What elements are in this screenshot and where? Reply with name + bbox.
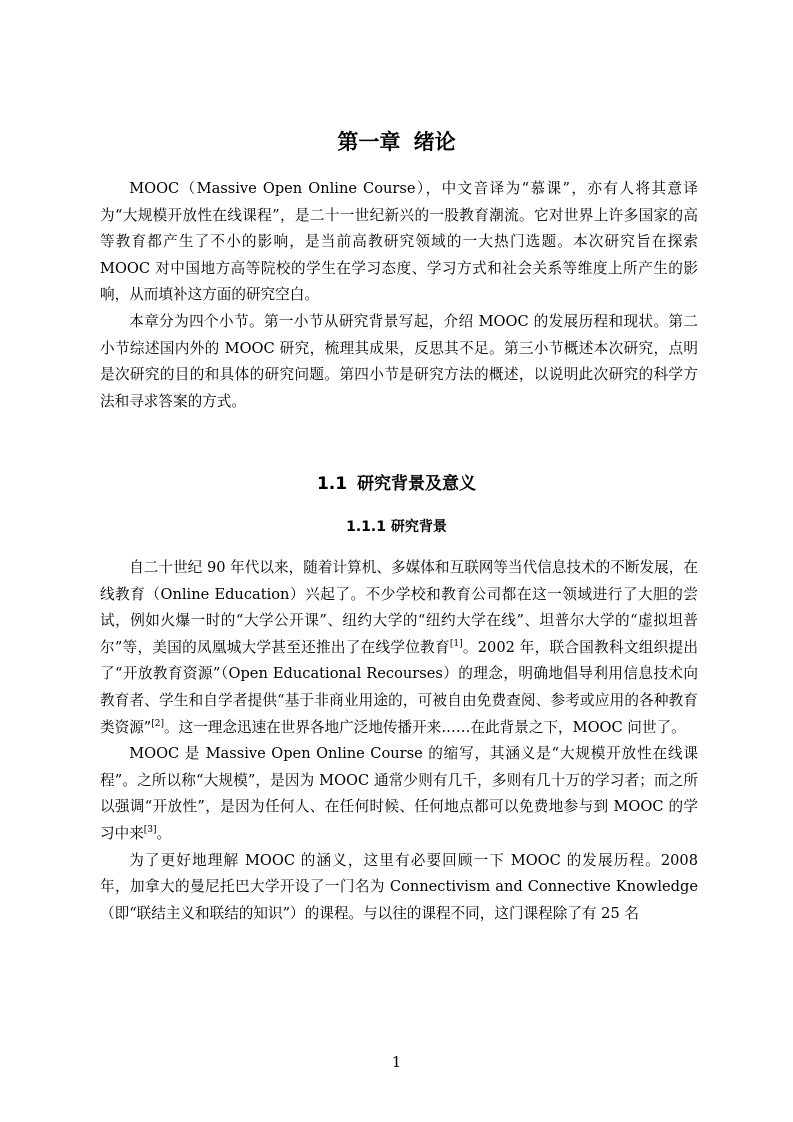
citation-ref-1: [1]: [449, 638, 463, 649]
body-paragraph-1-part-c: 。这一理念迅速在世界各地广泛地传播开来……在此背景之下，MOOC 问世了。: [164, 718, 686, 736]
subsection-heading: 1.1.1 研究背景: [346, 519, 447, 535]
body-paragraph-1-part-b: 。2002 年，联合国教科文组织提出了“开放教育资源”（Open Educational Recourses）的理念，明确地倡导利用信息技术向教育者、学生和自学者提供“基于非商业用途的，可被自由免费查阅、参考或应用的各种教育类资源”: [100, 638, 699, 736]
body-text: [100, 555, 698, 927]
body-paragraph-3: 为了更好地理解 MOOC 的涵义，这里有必要回顾一下 MOOC 的发展历程。2008 年，加拿大的曼尼托巴大学开设了一门名为 Connectivism and Connective Knowledge（即“联结主义和联结的知识”）的课程。与以往的课程不同，这门课程除了有 25 名: [100, 851, 698, 922]
section-title-text: 研究背景及意义: [357, 474, 477, 494]
section-heading: [0, 471, 793, 497]
citation-ref-2: [2]: [151, 718, 164, 729]
intro-paragraph-1: MOOC（Massive Open Online Course），中文音译为“慕课”，亦有人将其意译为“大规模开放性在线课程”，是二十一世纪新兴的一股教育潮流。它对世界上许多国家的高等教育都产生了不小的影响，是当前高教研究领域的一大热门选题。本次研究旨在探索 MOOC 对中国地方高等院校的学生在学习态度、学习方式和社会关系等维度上所产生的影响，从而填补这方面的研究空白。: [100, 180, 698, 304]
citation-ref-3: [3]: [143, 825, 157, 836]
page-number: 1: [391, 1053, 402, 1071]
body-paragraph-1-part-a: 自二十世纪 90 年代以来，随着计算机、多媒体和互联网等当代信息技术的不断发展，在线教育（Online Education）兴起了。不少学校和教育公司都在这一领域进行了大胆的尝试，例如火爆一时的“大学公开课”、纽约大学的“纽约大学在线”、坦普尔大学的“虚拟坦普尔”等，美国的凤凰城大学甚至还推出了在线学位教育: [100, 559, 698, 656]
body-paragraph-2-part-a: MOOC 是 Massive Open Online Course 的缩写，其涵义是“大规模开放性在线课程”。之所以称“大规模”，是因为 MOOC 通常少则有几千，多则有几十万的学习者；而之所以强调“开放性”，是因为任何人、在任何时候、任何地点都可以免费地参与到 MOOC 的学习中来: [100, 745, 698, 842]
intro-text: [100, 176, 698, 415]
body-paragraph-2-part-b: 。: [156, 824, 172, 842]
section-number: 1.1: [316, 474, 348, 494]
intro-paragraph-2: 本章分为四个小节。第一小节从研究背景写起，介绍 MOOC 的发展历程和现状。第二小节综述国内外的 MOOC 研究，梳理其成果，反思其不足。第三小节概述本次研究，点明是次研究的目的和具体的研究问题。第四小节是研究方法的概述，以说明此次研究的科学方法和寻求答案的方式。: [100, 312, 698, 410]
body-paragraph-2: [100, 741, 698, 847]
body-paragraph-1: [100, 555, 698, 741]
chapter-title: 第一章 绪论: [337, 130, 456, 154]
